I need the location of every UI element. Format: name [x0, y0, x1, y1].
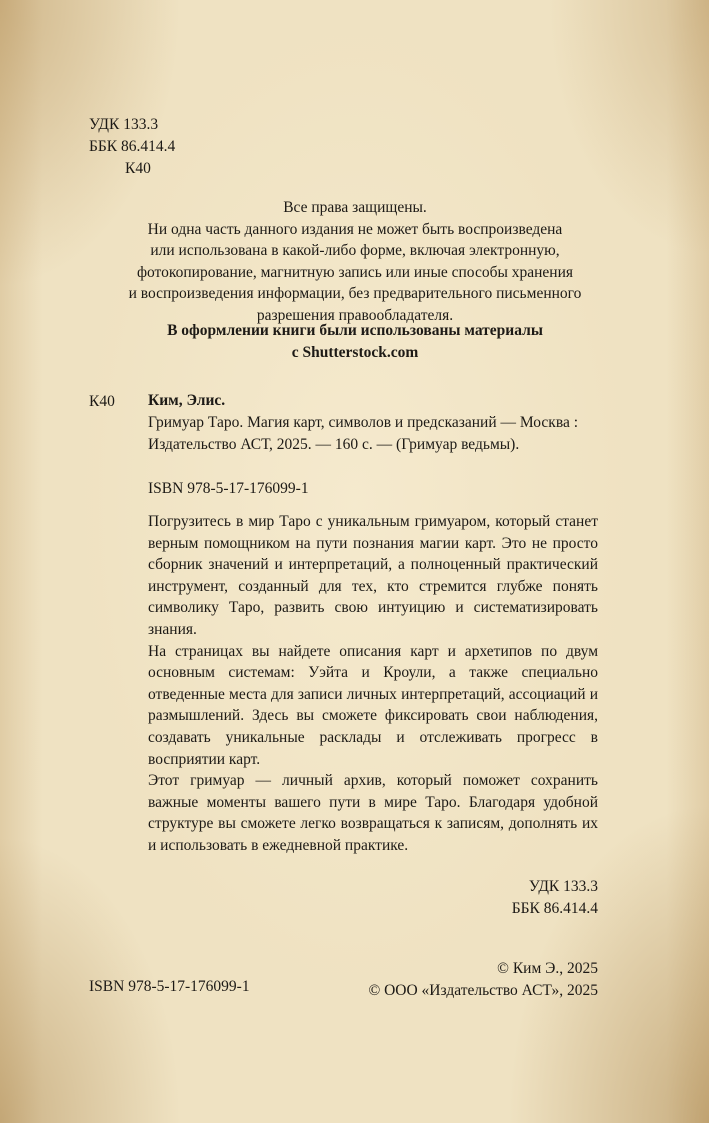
- rights-line: и воспроизведения информации, без предварительного письменного: [128, 285, 582, 302]
- copyright-block: [368, 958, 598, 1002]
- abstract-paragraph: Погрузитесь в мир Таро с уникальным гримуаром, который станет верным помощником на пути познания магии карт. Это не просто сборник значений и интерпретаций, а полноценный практический инструмент, созданный для тех, кто стремится глубже понять символику Таро, развить свою интуицию и систематизировать знания.: [148, 513, 598, 638]
- catalog-description: Гримуар Таро. Магия карт, символов и предсказаний — Москва : Издательство АСТ, 2025. — 160 с. — (Гримуар ведьмы).: [148, 414, 579, 453]
- rights-line: или использована в какой-либо форме, включая электронную,: [150, 242, 560, 259]
- copyright-author: © Ким Э., 2025: [497, 960, 598, 977]
- rights-line: Все права защищены.: [283, 199, 427, 216]
- catalog-entry: [148, 390, 598, 500]
- rights-line: разрешения правообладателя.: [256, 306, 454, 324]
- catalog-isbn: ISBN 978-5-17-176099-1: [148, 480, 309, 497]
- udk-block-top: [89, 114, 175, 180]
- copyright-publisher: © ООО «Издательство АСТ», 2025: [368, 982, 598, 999]
- udk-code: УДК 133.3: [89, 116, 159, 133]
- catalog-author: Ким, Элис.: [148, 392, 226, 409]
- bbk-code: ББК 86.414.4: [89, 138, 176, 155]
- rights-line: фотокопирование, магнитную запись или иные способы хранения: [136, 263, 574, 281]
- abstract: [148, 511, 598, 857]
- footer-isbn: ISBN 978-5-17-176099-1: [89, 978, 250, 995]
- materials-line: с Shutterstock.com: [291, 344, 419, 361]
- author-mark: К40: [125, 160, 151, 177]
- abstract-paragraph: Этот гримуар — личный архив, который поможет сохранить важные моменты вашего пути в мире Таро. Благодаря удобной структуре вы сможете легко возвращаться к записям, дополнять их и использовать в ежедневной практике.: [148, 772, 598, 854]
- rights-line: Ни одна часть данного издания не может быть воспроизведена: [147, 220, 563, 238]
- materials-credit: [60, 320, 650, 364]
- bbk-code: ББК 86.414.4: [511, 900, 598, 917]
- catalog-author-mark: К40: [89, 393, 115, 410]
- udk-block-bottom: [512, 876, 598, 920]
- abstract-paragraph: На страницах вы найдете описания карт и архетипов по двум основным системам: Уэйта и Кроули, а также специально отведенные места для записи личных интерпретаций, ассоциаций и размышлений. Здесь вы сможете фиксировать свои наблюдения, создавать уникальные расклады и отслеживать прогресс в восприятии карт.: [148, 642, 598, 768]
- materials-line: В оформлении книги были использованы материалы: [167, 322, 543, 339]
- rights-notice: [60, 197, 650, 326]
- udk-code: УДК 133.3: [528, 878, 598, 895]
